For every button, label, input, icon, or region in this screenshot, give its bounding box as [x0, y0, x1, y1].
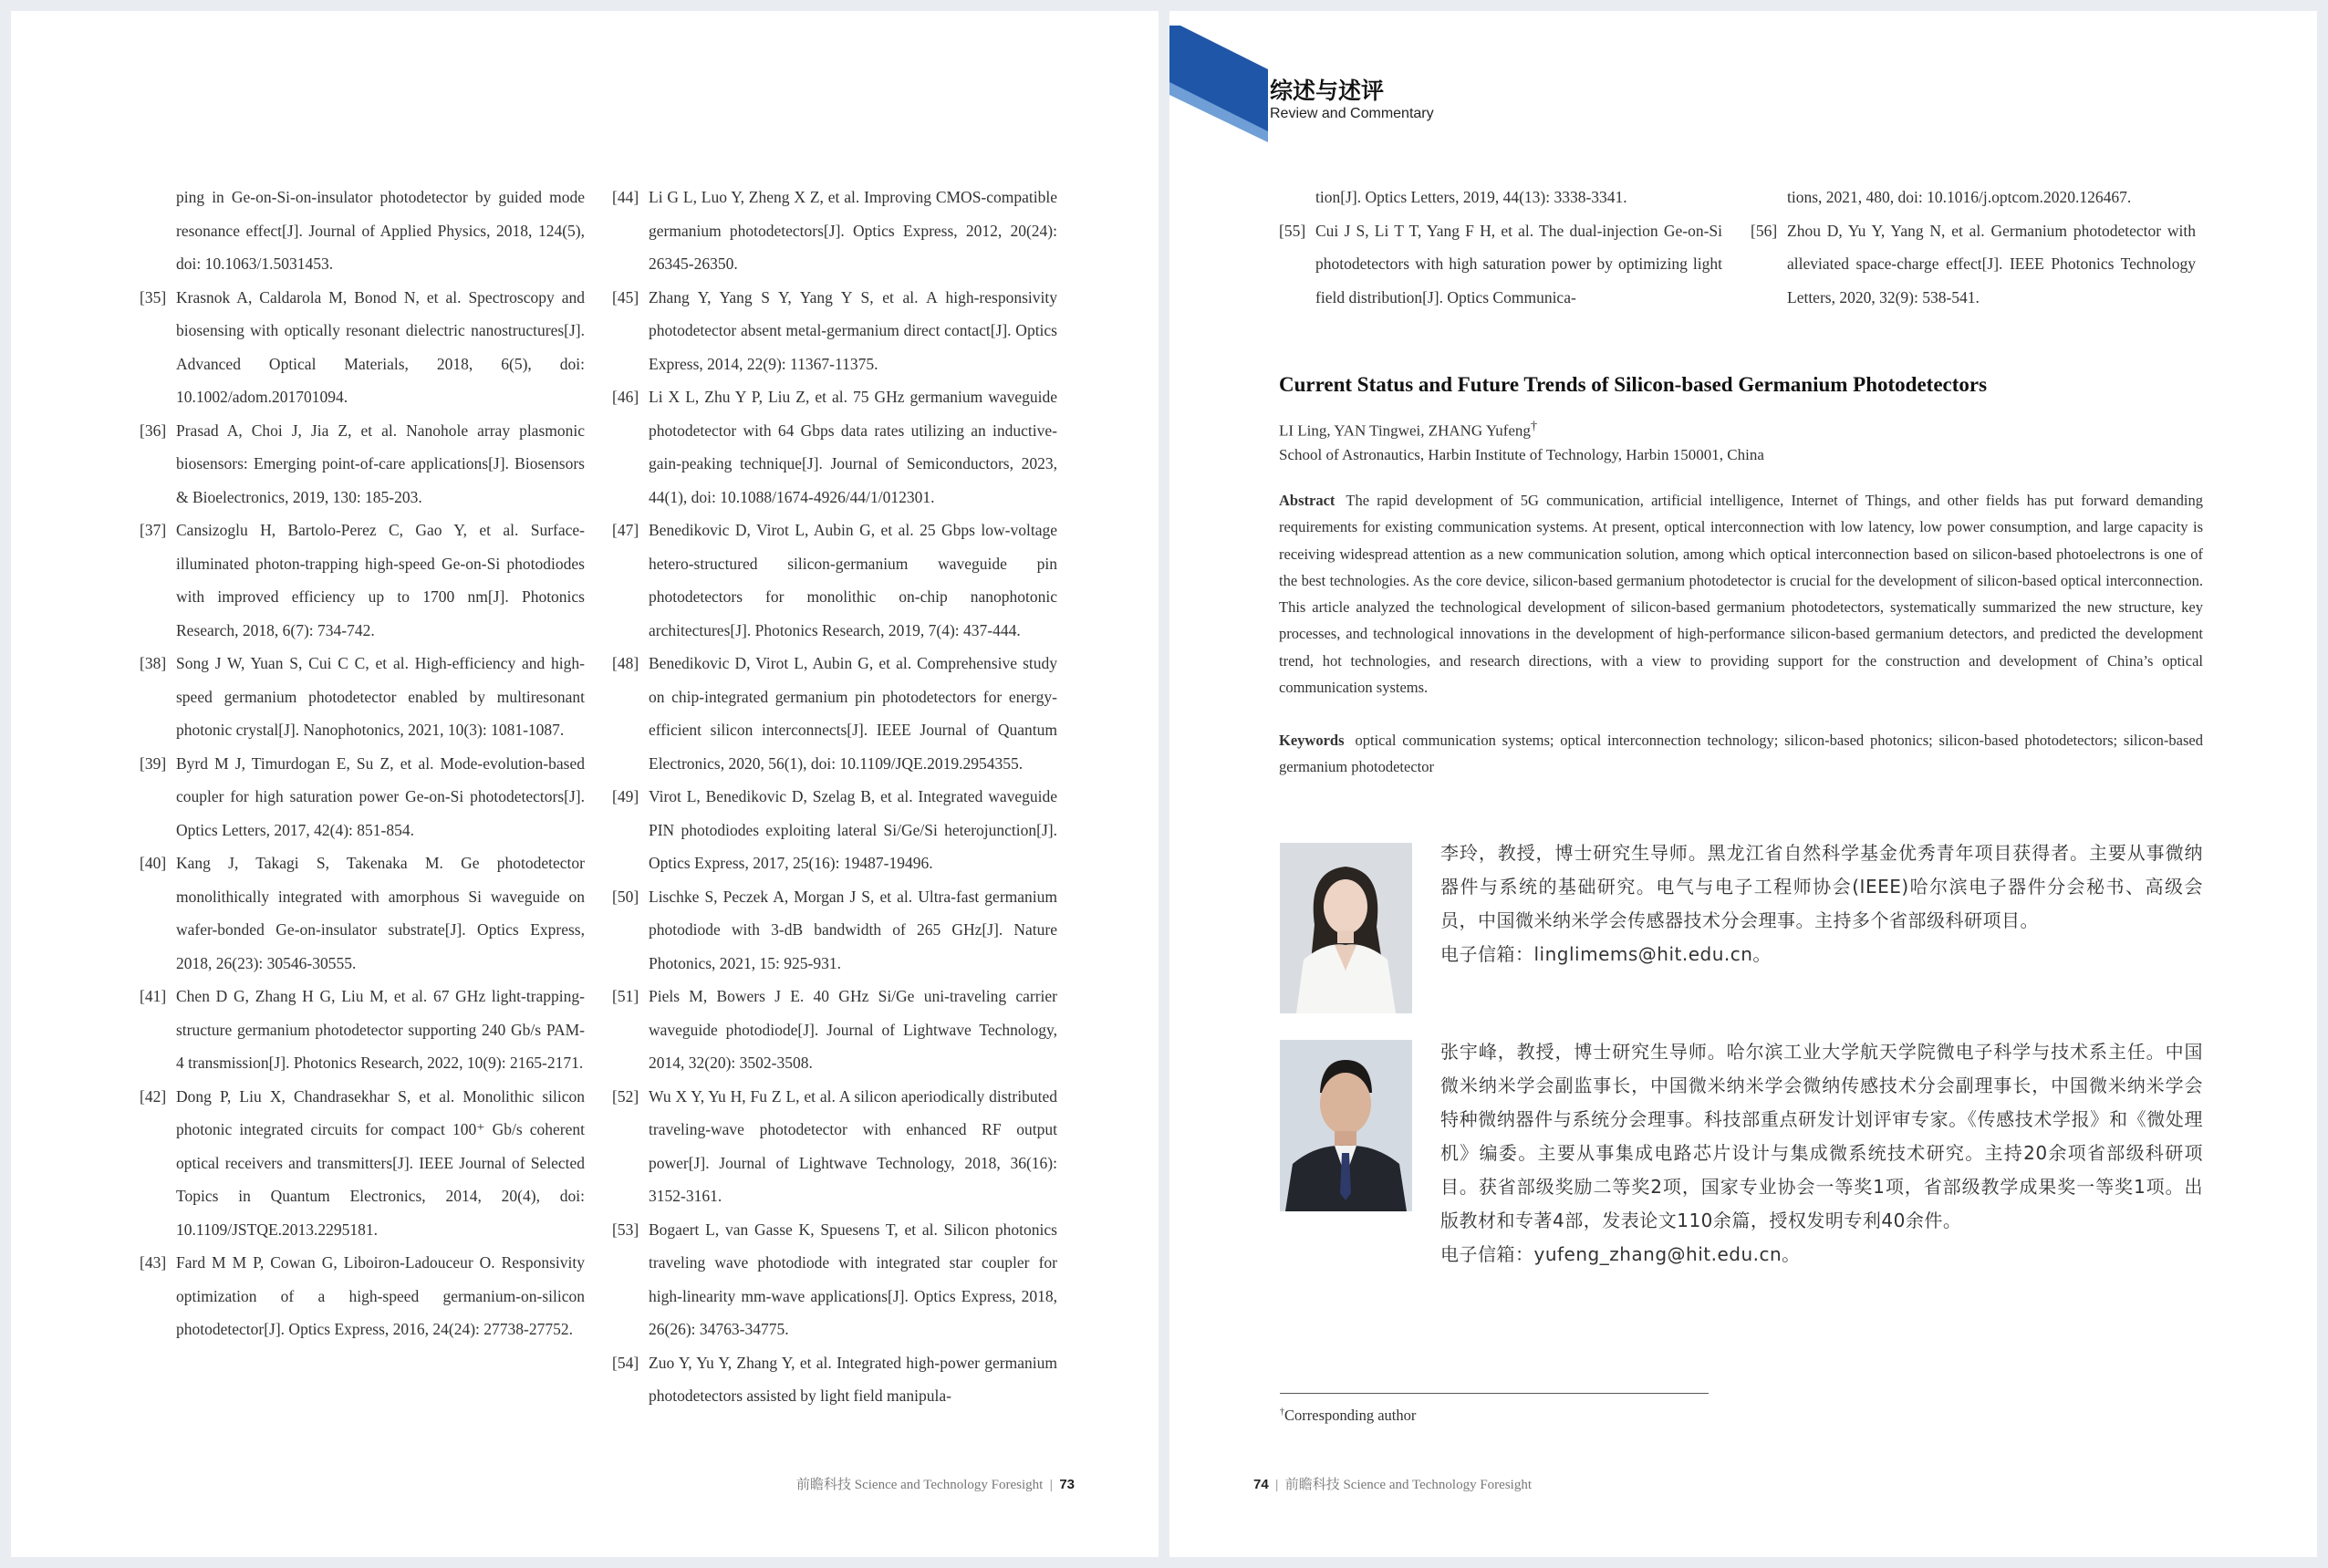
reference-text: Wu X Y, Yu H, Fu Z L, et al. A silicon aperiodically distributed traveling-wave photodetector with enhanced RF output power[J]. Journal of Lightwave Technology, 2018, 36(16): 3152-3161.	[649, 1086, 1057, 1205]
reference-number: [39]	[140, 753, 167, 773]
keywords-label: Keywords	[1279, 732, 1345, 749]
reference-number: [45]	[612, 287, 639, 306]
reference-text: Li X L, Zhu Y P, Liu Z, et al. 75 GHz germanium waveguide photodetector with 64 Gbps data rates utilizing an inductive-gain-peaking technique[J]. Journal of Semiconductors, 2023, 44(1), doi: 10.1088/1674-4926/44/1/012301.	[649, 388, 1057, 506]
section-banner-graphic	[1169, 26, 1279, 142]
reference-number: [54]	[612, 1353, 639, 1372]
reference-number: [43]	[140, 1253, 167, 1272]
reference-text: Virot L, Benedikovic D, Szelag B, et al. Integrated waveguide PIN photodiodes exploiting lateral Si/Ge/Si heterojunction[J]. Optics Express, 2017, 25(16): 19487-19496.	[649, 787, 1057, 872]
reference-number: [42]	[140, 1086, 167, 1106]
reference-item	[1279, 214, 1722, 315]
page-footer-right	[1253, 1474, 1532, 1493]
references-column-d	[1751, 181, 2196, 314]
reference-text: Song J W, Yuan S, Cui C C, et al. High-efficiency and high-speed germanium photodetector enabled by multiresonant photonic crystal[J]. Nanophotonics, 2021, 10(3): 1081-1087.	[176, 654, 585, 739]
reference-number: [48]	[612, 654, 639, 672]
reference-item	[140, 846, 585, 980]
authors	[1279, 419, 1537, 441]
footnote	[1280, 1407, 1416, 1425]
bio-text: 张宇峰，教授，博士研究生导师。哈尔滨工业大学航天学院微电子科学与技术系主任。中国微米纳米学会副监事长，中国微米纳米学会微纳传感技术分会副理事长，中国微米纳米学会特种微纳器件与系统分会理事。科技部重点研发计划评审专家。《传感技术学报》和《微处理机》编委。主要从事集成电路芯片设计与集成微系统技术研究。主持20余项省部级科研项目。获省部级奖励二等奖2项，国家专业协会一等奖1项，省部级教学成果奖一等奖1项。出版教材和专著4部，发表论文110余篇，授权发明专利40余件。	[1440, 1041, 2203, 1231]
reference-number: [38]	[140, 654, 167, 672]
reference-item	[612, 380, 1057, 514]
journal-name: 前瞻科技 Science and Technology Foresight	[1284, 1478, 1532, 1492]
reference-number: [35]	[140, 287, 167, 306]
reference-item	[612, 647, 1057, 780]
keywords-text: optical communication systems; optical interconnection technology; silicon-based photonics; silicon-based photodetectors; silicon-based germanium photodetector	[1279, 732, 2203, 776]
right-page	[1169, 11, 2317, 1557]
reference-text: Piels M, Bowers J E. 40 GHz Si/Ge uni-traveling carrier waveguide photodiode[J]. Journal of Lightwave Technology, 2014, 32(20): 3502-3508.	[649, 987, 1057, 1072]
abstract-label: Abstract	[1279, 492, 1335, 509]
footnote-mark: †	[1280, 1407, 1284, 1417]
reference-text: Fard M M P, Cowan G, Liboiron-Ladouceur O. Responsivity optimization of a high-speed germanium-on-silicon photodetector[J]. Optics Express, 2016, 24(24): 27738-27752.	[176, 1253, 585, 1338]
reference-item	[612, 980, 1057, 1080]
section-title-zh: 综述与述评	[1270, 78, 1385, 104]
reference-number: [55]	[1279, 221, 1306, 240]
reference-item	[140, 514, 585, 647]
article-title-en: Current Status and Future Trends of Silicon-based Germanium Photodetectors	[1279, 373, 1988, 396]
reference-item	[612, 1213, 1057, 1346]
reference-number: [49]	[612, 787, 639, 805]
reference-item	[140, 647, 585, 747]
reference-number: [46]	[612, 388, 639, 406]
reference-item	[612, 514, 1057, 647]
footnote-rule	[1280, 1393, 1709, 1394]
affiliation: School of Astronautics, Harbin Institute of Technology, Harbin 150001, China	[1279, 446, 1764, 463]
reference-text: Prasad A, Choi J, Jia Z, et al. Nanohole array plasmonic biosensors: Emerging point-of-care applications[J]. Biosensors & Bioelectronics, 2019, 130: 185-203.	[176, 421, 585, 506]
reference-item	[612, 780, 1057, 880]
section-title-en: Review and Commentary	[1270, 106, 1434, 121]
reference-item	[140, 747, 585, 847]
page-number: 74	[1253, 1477, 1269, 1492]
reference-item	[140, 1246, 585, 1346]
author-photo-li-ling	[1280, 843, 1412, 1013]
reference-item	[140, 1080, 585, 1247]
reference-text: Benedikovic D, Virot L, Aubin G, et al. Comprehensive study on chip-integrated germanium pin photodetectors for energy-efficient silicon interconnects[J]. IEEE Journal of Quantum Electronics, 2020, 56(1), doi: 10.1109/JQE.2019.2954355.	[649, 654, 1057, 773]
reference-item	[612, 1346, 1057, 1413]
reference-number: [41]	[140, 987, 167, 1005]
page-footer-left	[796, 1474, 1075, 1493]
abstract-text: The rapid development of 5G communication, artificial intelligence, Internet of Things, and other fields has put forward demanding requirements for existing communication systems. At present, optical interconnection with low latency, low power consumption, and large capacity is receiving widespread attention as a new communication solution, among which optical interconnection based on silicon-based photoelectrons is one of the best technologies. As the core device, silicon-based germanium photodetector is crucial for the development of silicon-based optical interconnection. This article analyzed the technological development of silicon-based germanium photodetectors, systematically summarized the new structure, key processes, and technological innovations in the development of high-performance silicon-based germanium detectors, and predicted the development trend, hot technologies, and research directions, with a view to providing support for the construction and development of China’s optical communication systems.	[1279, 492, 2203, 697]
left-page	[11, 11, 1159, 1557]
reference-item	[140, 980, 585, 1080]
footer-separator: |	[1049, 1478, 1053, 1492]
keywords	[1279, 727, 2203, 781]
reference-text: Bogaert L, van Gasse K, Spuesens T, et al. Silicon photonics traveling wave photodiode with integrated star coupler for high-linearity mm-wave applications[J]. Optics Express, 2018, 26(26): 34763-34775.	[649, 1220, 1057, 1338]
reference-continuation: tions, 2021, 480, doi: 10.1016/j.optcom.2020.126467.	[1787, 188, 2132, 206]
bio-text: 李玲，教授，博士研究生导师。黑龙江省自然科学基金优秀青年项目获得者。主要从事微纳器件与系统的基础研究。电气与电子工程师协会(IEEE)哈尔滨电子器件分会秘书、高级会员，中国微米纳米学会传感器技术分会理事。主持多个省部级科研项目。	[1440, 842, 2203, 931]
bio-email: 电子信箱：linglimems@hit.edu.cn。	[1440, 943, 1772, 965]
footnote-text: Corresponding author	[1284, 1407, 1417, 1424]
reference-text: Zuo Y, Yu Y, Zhang Y, et al. Integrated high-power germanium photodetectors assisted by light field manipula-	[649, 1353, 1057, 1405]
reference-item	[612, 281, 1057, 381]
author-bio-li-ling	[1440, 836, 2203, 971]
author-bio-zhang-yufeng	[1440, 1035, 2203, 1272]
reference-number: [56]	[1751, 221, 1778, 240]
reference-number: [47]	[612, 521, 639, 539]
reference-number: [40]	[140, 854, 167, 872]
reference-text: Cansizoglu H, Bartolo-Perez C, Gao Y, et al. Surface-illuminated photon-trapping high-speed Ge-on-Si photodiodes with improved efficiency up to 1700 nm[J]. Photonics Research, 2018, 6(7): 734-742.	[176, 521, 585, 639]
reference-text: Krasnok A, Caldarola M, Bonod N, et al. Spectroscopy and biosensing with optically resonant dielectric nanostructures[J]. Advanced Optical Materials, 2018, 6(5), doi: 10.1002/adom.201701094.	[176, 287, 585, 406]
reference-item	[1751, 214, 2196, 315]
reference-text: Dong P, Liu X, Chandrasekhar S, et al. Monolithic silicon photonic integrated circuits for compact 100⁺ Gb/s coherent optical receivers and transmitters[J]. IEEE Journal of Selected Topics in Quantum Electronics, 2014, 20(4), doi: 10.1109/JSTQE.2013.2295181.	[176, 1086, 585, 1239]
abstract	[1279, 487, 2203, 701]
footer-separator: |	[1275, 1478, 1279, 1492]
reference-continuation: tion[J]. Optics Letters, 2019, 44(13): 3338-3341.	[1315, 188, 1627, 206]
reference-text: Benedikovic D, Virot L, Aubin G, et al. 25 Gbps low-voltage hetero-structured silicon-germanium waveguide pin photodetectors for monolithic on-chip nanophotonic architectures[J]. Photonics Research, 2019, 7(4): 437-444.	[649, 521, 1057, 639]
journal-name: 前瞻科技 Science and Technology Foresight	[796, 1478, 1044, 1492]
reference-text: Byrd M J, Timurdogan E, Su Z, et al. Mode-evolution-based coupler for high saturation power Ge-on-Si photodetectors[J]. Optics Letters, 2017, 42(4): 851-854.	[176, 753, 585, 839]
references-column-c	[1279, 181, 1722, 314]
reference-text: Kang J, Takagi S, Takenaka M. Ge photodetector monolithically integrated with amorphous Si waveguide on wafer-bonded Ge-on-insulator substrate[J]. Optics Express, 2018, 26(23): 30546-30555.	[176, 854, 585, 972]
references-column-b	[612, 181, 1057, 1413]
reference-text: Zhou D, Yu Y, Yang N, et al. Germanium photodetector with alleviated space-charge effect[J]. IEEE Photonics Technology Letters, 2020, 32(9): 538-541.	[1787, 221, 2196, 306]
authors-names: LI Ling, YAN Tingwei, ZHANG Yufeng	[1279, 421, 1531, 440]
reference-item	[140, 414, 585, 514]
reference-number: [53]	[612, 1220, 639, 1239]
reference-number: [50]	[612, 887, 639, 906]
reference-number: [36]	[140, 421, 167, 440]
bio-email: 电子信箱：yufeng_zhang@hit.edu.cn。	[1440, 1243, 1801, 1265]
reference-number: [52]	[612, 1086, 639, 1106]
reference-text: Chen D G, Zhang H G, Liu M, et al. 67 GHz light-trapping-structure germanium photodetector supporting 240 Gb/s PAM-4 transmission[J]. Photonics Research, 2022, 10(9): 2165-2171.	[176, 987, 585, 1072]
reference-item	[612, 181, 1057, 281]
reference-text: Cui J S, Li T T, Yang F H, et al. The dual-injection Ge-on-Si photodetectors with high saturation power by optimizing light field distribution[J]. Optics Communica-	[1315, 221, 1722, 306]
reference-number: [37]	[140, 521, 167, 539]
reference-item	[612, 1080, 1057, 1213]
reference-item	[140, 281, 585, 414]
reference-text: Zhang Y, Yang S Y, Yang Y S, et al. A high-responsivity photodetector absent metal-germanium direct contact[J]. Optics Express, 2014, 22(9): 11367-11375.	[649, 287, 1057, 373]
page-number: 73	[1059, 1477, 1075, 1492]
corresponding-mark: †	[1530, 419, 1538, 433]
reference-text: Li G L, Luo Y, Zheng X Z, et al. Improving CMOS-compatible germanium photodetectors[J]. Optics Express, 2012, 20(24): 26345-26350.	[649, 188, 1057, 273]
reference-number: [51]	[612, 987, 639, 1005]
reference-text: Lischke S, Peczek A, Morgan J S, et al. Ultra-fast germanium photodiode with 3-dB bandwidth of 265 GHz[J]. Nature Photonics, 2021, 15: 925-931.	[649, 887, 1057, 972]
reference-continuation: ping in Ge-on-Si-on-insulator photodetector by guided mode resonance effect[J]. Journal of Applied Physics, 2018, 124(5), doi: 10.1063/1.5031453.	[176, 188, 585, 273]
references-column-a	[140, 181, 585, 1346]
author-photo-zhang-yufeng	[1280, 1040, 1412, 1211]
reference-item	[612, 880, 1057, 981]
reference-number: [44]	[612, 188, 639, 206]
